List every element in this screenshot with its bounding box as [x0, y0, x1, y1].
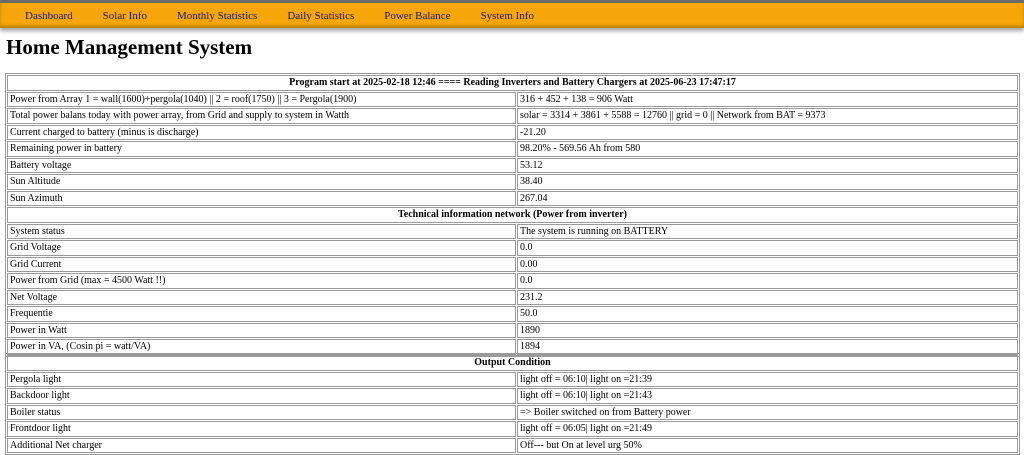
- row-value: 267.04: [517, 191, 1018, 207]
- row-label: Grid Current: [7, 257, 516, 273]
- output-condition-table: [5, 353, 1020, 455]
- table-row: [7, 388, 1018, 404]
- row-value: Off--- but On at level urg 50%: [517, 438, 1018, 454]
- nav-solar-info[interactable]: Solar Info: [102, 9, 147, 22]
- row-label: Power in Watt: [7, 323, 516, 339]
- row-label: System status: [7, 224, 516, 240]
- table-row: [7, 191, 1018, 207]
- table-row: [7, 174, 1018, 190]
- row-value: light off = 06:10| light on =21:39: [517, 372, 1018, 388]
- nav-power-balance[interactable]: Power Balance: [384, 9, 451, 22]
- status-table: [5, 73, 1020, 357]
- row-label: Pergola light: [7, 372, 516, 388]
- row-label: Frequentie: [7, 306, 516, 322]
- nav-dashboard[interactable]: Dashboard: [25, 9, 73, 22]
- row-value: 231.2: [517, 290, 1018, 306]
- row-label: Power from Array 1 = wall(1600)+pergola(1040) || 2 = roof(1750) || 3 = Pergola(1900): [7, 92, 516, 108]
- row-value: 316 + 452 + 138 = 906 Watt: [517, 92, 1018, 108]
- table-row: [7, 405, 1018, 421]
- row-value: 0.00: [517, 257, 1018, 273]
- section1-header: Program start at 2025-02-18 12:46 ==== Reading Inverters and Battery Chargers at 2025-06-23 17:47:17: [7, 75, 1018, 91]
- row-label: Remaining power in battery: [7, 141, 516, 157]
- row-value: 38.40: [517, 174, 1018, 190]
- table-row: [7, 108, 1018, 124]
- table-row: [7, 273, 1018, 289]
- table-row: [7, 125, 1018, 141]
- table-row: [7, 240, 1018, 256]
- section2-header: Technical information network (Power from inverter): [7, 207, 1018, 223]
- row-value: 0.0: [517, 273, 1018, 289]
- row-value: 98.20% - 569.56 Ah from 580: [517, 141, 1018, 157]
- top-navbar: [0, 0, 1024, 28]
- row-label: Sun Azimuth: [7, 191, 516, 207]
- row-value: => Boiler switched on from Battery power: [517, 405, 1018, 421]
- table-row: [7, 224, 1018, 240]
- row-value: light off = 06:10| light on =21:43: [517, 388, 1018, 404]
- table-row: [7, 323, 1018, 339]
- row-label: Boiler status: [7, 405, 516, 421]
- row-label: Additional Net charger: [7, 438, 516, 454]
- section3-header: Output Condition: [7, 355, 1018, 371]
- row-value: light off = 06:05| light on =21:49: [517, 421, 1018, 437]
- row-value: 50.0: [517, 306, 1018, 322]
- section-header-row: [7, 207, 1018, 223]
- row-label: Current charged to battery (minus is discharge): [7, 125, 516, 141]
- row-label: Total power balans today with power array, from Grid and supply to system in Watth: [7, 108, 516, 124]
- table-row: [7, 290, 1018, 306]
- table-row: [7, 257, 1018, 273]
- row-label: Power from Grid (max = 4500 Watt !!): [7, 273, 516, 289]
- table-row: [7, 306, 1018, 322]
- section-header-row: [7, 75, 1018, 91]
- row-label: Grid Voltage: [7, 240, 516, 256]
- nav-menu: [0, 3, 1024, 28]
- row-label: Net Voltage: [7, 290, 516, 306]
- nav-monthly-statistics[interactable]: Monthly Statistics: [176, 9, 258, 22]
- row-label: Backdoor light: [7, 388, 516, 404]
- table-row: [7, 372, 1018, 388]
- row-label: Battery voltage: [7, 158, 516, 174]
- row-value: -21.20: [517, 125, 1018, 141]
- table-row: [7, 158, 1018, 174]
- row-value: 53.12: [517, 158, 1018, 174]
- row-value: solar = 3314 + 3861 + 5588 = 12760 || grid = 0 || Network from BAT = 9373: [517, 108, 1018, 124]
- row-value: 1894: [517, 339, 1018, 355]
- table-row: [7, 141, 1018, 157]
- row-label: Sun Altitude: [7, 174, 516, 190]
- row-value: 0.0: [517, 240, 1018, 256]
- row-value: The system is running on BATTERY: [517, 224, 1018, 240]
- section-header-row: [7, 355, 1018, 371]
- nav-daily-statistics[interactable]: Daily Statistics: [287, 9, 355, 22]
- row-label: Frontdoor light: [7, 421, 516, 437]
- table-row: [7, 438, 1018, 454]
- nav-system-info[interactable]: System Info: [480, 9, 535, 22]
- row-value: 1890: [517, 323, 1018, 339]
- table-row: [7, 92, 1018, 108]
- table-row: [7, 421, 1018, 437]
- row-label: Power in VA, (Cosin pi = watt/VA): [7, 339, 516, 355]
- page-title: Home Management System: [6, 35, 253, 59]
